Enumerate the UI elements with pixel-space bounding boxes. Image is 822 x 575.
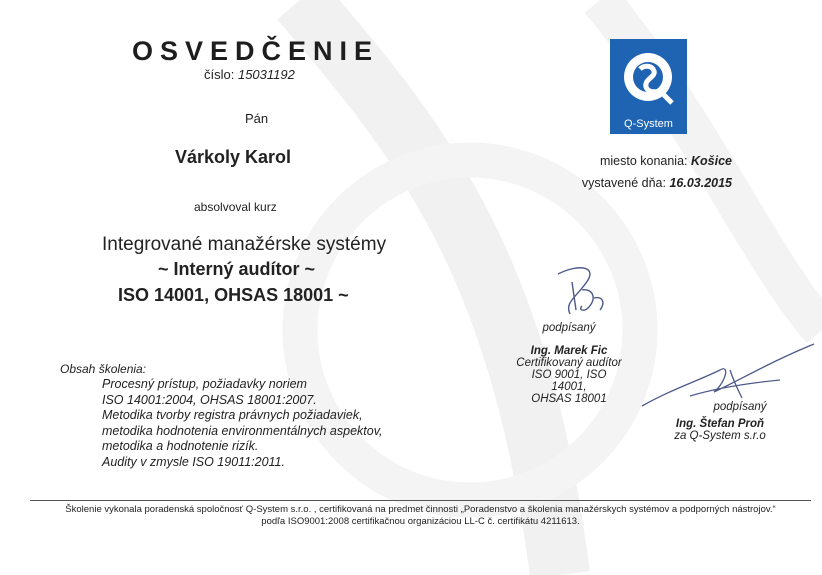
content-line: Metodika tvorby registra právnych požiadaviek, <box>102 408 363 422</box>
content-line: ISO 14001:2004, OHSAS 18001:2007. <box>102 392 317 407</box>
q-system-logo <box>610 39 687 134</box>
footer-line: Školenie vykonala poradenská spoločnosť Q-System s.r.o. , certifikovaná na predmet činnosti „Poradenstvo a školenia manažérskych systémov a podporných nástrojov.“ <box>65 504 776 515</box>
signature-1-name: Ing. Marek Fic <box>530 345 608 357</box>
signature-1-role: Certifikovaný audítor <box>516 357 622 369</box>
signature-1-label: podpísaný <box>542 322 596 334</box>
certificate-number-value: 15031192 <box>237 67 295 82</box>
logo-label: Q-System <box>624 118 673 130</box>
footer-divider <box>30 500 811 501</box>
signature-2-name: Ing. Štefan Proň <box>675 418 765 430</box>
certificate-number <box>204 67 295 82</box>
place-label: miesto konania: <box>599 154 688 168</box>
place-value: Košice <box>691 154 732 168</box>
content-line: Audity v zmysle ISO 19011:2011. <box>102 454 285 469</box>
location-block <box>582 150 732 194</box>
content-label: Obsah školenia: <box>60 362 147 376</box>
signature-1-drawing <box>548 262 618 322</box>
signature-2-role: za Q-System s.r.o <box>674 430 766 442</box>
salutation: Pán <box>245 111 269 126</box>
content-line: metodika a hodnotenie rizík. <box>102 439 259 453</box>
completed-label: absolvoval kurz <box>194 200 277 214</box>
content-list <box>102 377 383 470</box>
footer-note <box>30 504 811 528</box>
signature-1-role: ISO 9001, ISO 14001, <box>531 369 607 393</box>
signature-1-role: OHSAS 18001 <box>531 393 607 405</box>
course-title: Integrované manažérske systémy <box>102 234 387 255</box>
date-label: vystavené dňa: <box>581 176 666 190</box>
signature-2-block <box>656 401 784 442</box>
course-subtitle: ~ Interný audítor ~ <box>158 259 316 279</box>
signature-1-block <box>513 322 625 405</box>
certificate-title: OSVEDČENIE <box>132 36 380 66</box>
content-line: metodika hodnotenia environmentálnych aspektov, <box>102 423 383 438</box>
q-logo-icon <box>610 39 687 119</box>
content-line: Procesný prístup, požiadavky noriem <box>102 377 307 391</box>
place-row <box>582 150 732 172</box>
certificate-number-label: číslo: <box>204 67 235 82</box>
date-value: 16.03.2015 <box>669 176 732 190</box>
footer-line: podľa ISO9001:2008 certifikačnou organizáciou LL-C č. certifikátu 4211613. <box>261 516 580 527</box>
signature-2-label: podpísaný <box>713 401 767 413</box>
date-row <box>582 172 732 194</box>
course-standards: ISO 14001, OHSAS 18001 ~ <box>118 285 349 305</box>
recipient-name: Várkoly Karol <box>175 147 292 167</box>
